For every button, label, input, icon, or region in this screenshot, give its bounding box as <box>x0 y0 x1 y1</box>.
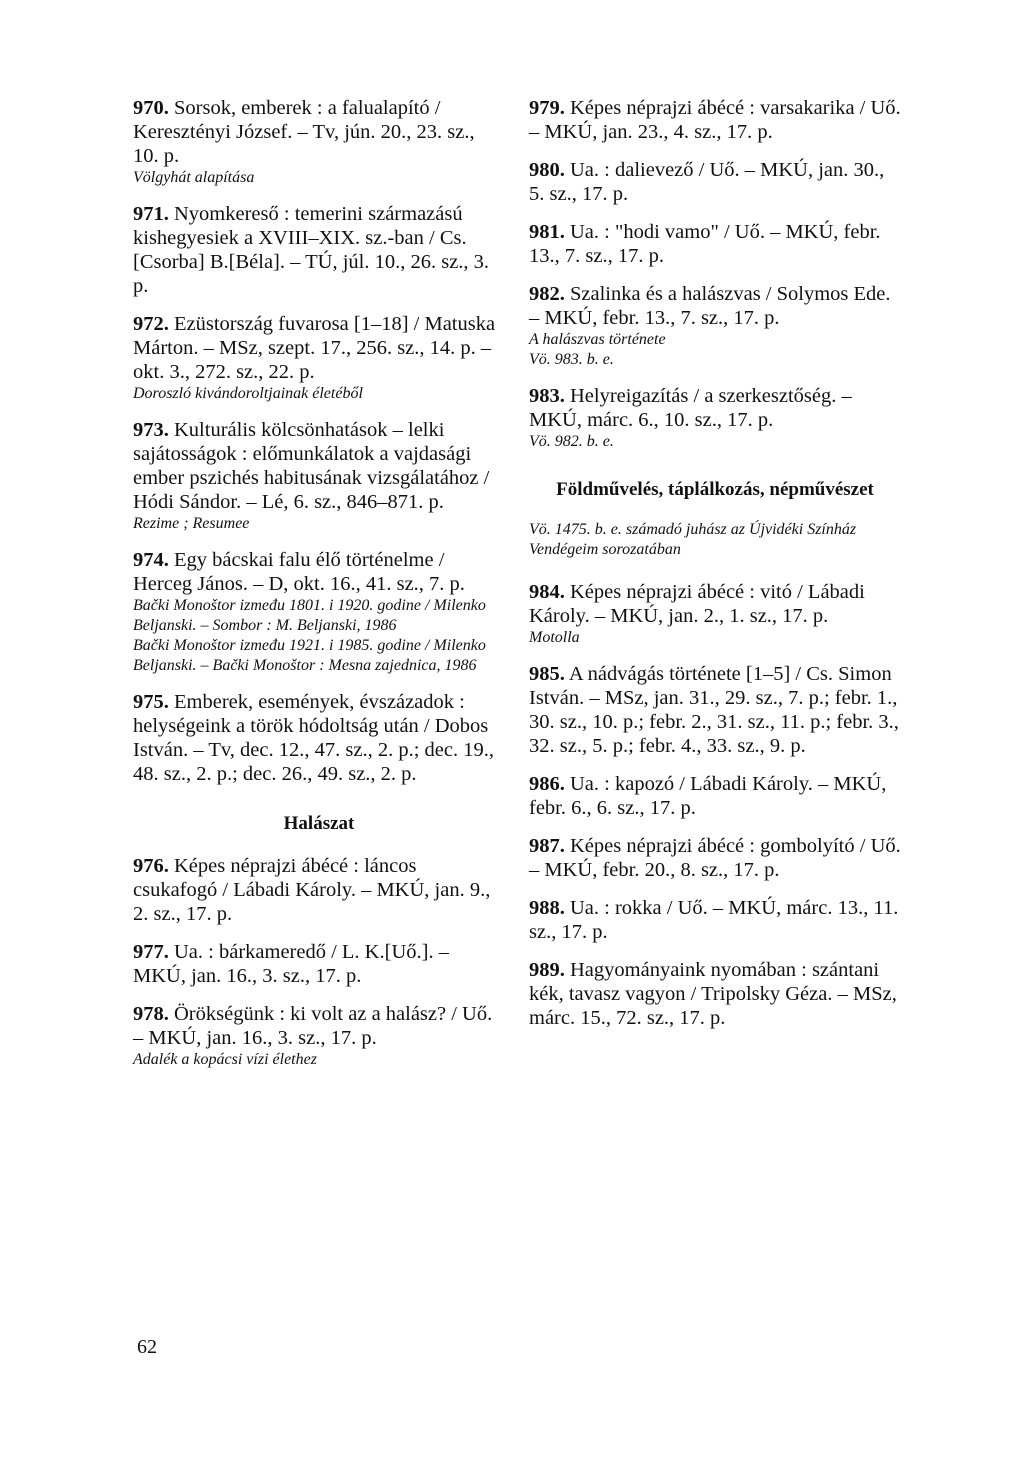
entry-number: 972. <box>133 313 169 335</box>
entry-note: A halászvas története <box>529 331 666 348</box>
entry-text: Hagyományaink nyomában : szántani kék, tavasz vagyon / Tripolsky Géza. – MSz, márc. 15., 72. sz., 17. p. <box>529 959 897 1029</box>
entry-text: Ua. : kapozó / Lábadi Károly. – MKÚ, febr. 6., 6. sz., 17. p. <box>529 773 887 819</box>
entry-text: Képes néprajzi ábécé : varsakarika / Uő. – MKÚ, jan. 23., 4. sz., 17. p. <box>529 97 901 143</box>
bibliography-entry <box>133 418 505 534</box>
entry-note: Adalék a kopácsi vízi élethez <box>133 1051 317 1068</box>
entry-text: Emberek, események, évszázadok : helységeink a török hódoltság után / Dobos István. – Tv, dec. 12., 47. sz., 2. p.; dec. 19., 48. sz., 2. p.; dec. 26., 49. sz., 2. p. <box>133 691 494 785</box>
entry-text: Kulturális kölcsönhatások – lelki sajátosságok : előmunkálatok a vajdasági ember pszichés habitusának vizsgálatához / Hódi Sándor. – Lé, 6. sz., 846–871. p. <box>133 419 490 513</box>
bibliography-entry <box>529 158 901 206</box>
entry-text: Szalinka és a halászvas / Solymos Ede. – MKÚ, febr. 13., 7. sz., 17. p. <box>529 283 891 329</box>
bibliography-entry <box>529 220 901 268</box>
entry-number: 975. <box>133 691 169 713</box>
entry-number: 982. <box>529 283 565 305</box>
entry-number: 987. <box>529 835 565 857</box>
entry-text: Ezüstország fuvarosa [1–18] / Matuska Márton. – MSz, szept. 17., 256. sz., 14. p. – okt. 3., 272. sz., 22. p. <box>133 313 496 383</box>
entry-number: 970. <box>133 97 169 119</box>
bibliography-entry <box>133 202 505 298</box>
entry-text: Ua. : rokka / Uő. – MKÚ, márc. 13., 11. sz., 17. p. <box>529 897 899 943</box>
bibliography-entry <box>133 854 505 926</box>
entry-text: Képes néprajzi ábécé : vitó / Lábadi Károly. – MKÚ, jan. 2., 1. sz., 17. p. <box>529 581 865 627</box>
bibliography-entry <box>133 548 505 676</box>
entry-number: 980. <box>529 159 565 181</box>
section-note: Vö. 1475. b. e. számadó juhász az Újvidéki Színház Vendégeim sorozatában <box>529 521 857 558</box>
entry-number: 978. <box>133 1003 169 1025</box>
section-heading-foldmuveles: Földművelés, táplálkozás, népművészet <box>556 479 874 500</box>
bibliography-entry <box>529 662 901 758</box>
bibliography-entry <box>529 282 901 370</box>
entry-note: Rezime ; Resumee <box>133 515 250 532</box>
entry-number: 981. <box>529 221 565 243</box>
entries-fragment <box>133 96 505 786</box>
bibliography-entry <box>529 96 901 144</box>
entries-fragment <box>529 580 901 1030</box>
bibliography-entry <box>529 384 901 452</box>
entry-number: 973. <box>133 419 169 441</box>
entry-text: Sorsok, emberek : a falualapító / Keresztényi József. – Tv, jún. 20., 23. sz., 10. p. <box>133 97 475 167</box>
entry-note: Motolla <box>529 629 580 646</box>
bibliography-entry <box>529 580 901 648</box>
entry-number: 989. <box>529 959 565 981</box>
page-number: 62 <box>137 1336 157 1358</box>
bibliography-entry <box>133 690 505 786</box>
entries-fragment <box>133 854 505 1070</box>
entry-text: Nyomkereső : temerini származású kishegyesiek a XVIII–XIX. sz.-ban / Cs.[Csorba] B.[Béla]. – TÚ, júl. 10., 26. sz., 3. p. <box>133 203 490 297</box>
entry-text: Egy bácskai falu élő történelme / Herceg János. – D, okt. 16., 41. sz., 7. p. <box>133 549 465 595</box>
entry-number: 976. <box>133 855 169 877</box>
entries-fragment <box>529 96 901 452</box>
entry-number: 979. <box>529 97 565 119</box>
bibliography-entry <box>529 958 901 1030</box>
bibliography-entry <box>133 312 505 404</box>
entry-number: 977. <box>133 941 169 963</box>
bibliography-entry <box>133 1002 505 1070</box>
bibliography-entry <box>529 772 901 820</box>
bibliography-entry <box>529 896 901 944</box>
entry-note: Bački Monoštor između 1921. i 1985. godine / Milenko Beljanski. – Bački Monoštor : Mesna zajednica, 1986 <box>133 637 486 674</box>
entry-number: 984. <box>529 581 565 603</box>
bibliography-entry <box>133 96 505 188</box>
entry-number: 985. <box>529 663 565 685</box>
entry-text: Képes néprajzi ábécé : gombolyító / Uő. – MKÚ, febr. 20., 8. sz., 17. p. <box>529 835 901 881</box>
entry-note: Vö. 982. b. e. <box>529 433 614 450</box>
bibliography-entry <box>133 940 505 988</box>
entry-text: Helyreigazítás / a szerkesztőség. – MKÚ, márc. 6., 10. sz., 17. p. <box>529 385 852 431</box>
entry-text: Örökségünk : ki volt az a halász? / Uő. – MKÚ, jan. 16., 3. sz., 17. p. <box>133 1003 493 1049</box>
entry-text: Ua. : "hodi vamo" / Uő. – MKÚ, febr. 13., 7. sz., 17. p. <box>529 221 881 267</box>
entry-number: 986. <box>529 773 565 795</box>
entry-note: Vö. 983. b. e. <box>529 351 614 368</box>
bibliography-entry <box>529 834 901 882</box>
entry-text: Ua. : dalievező / Uő. – MKÚ, jan. 30., 5. sz., 17. p. <box>529 159 885 205</box>
entry-text: Ua. : bárkameredő / L. K.[Uő.]. – MKÚ, jan. 16., 3. sz., 17. p. <box>133 941 449 987</box>
entry-note: Doroszló kivándoroltjainak életéből <box>133 385 363 402</box>
entry-number: 971. <box>133 203 169 225</box>
entry-number: 974. <box>133 549 169 571</box>
entry-note: Bački Monoštor između 1801. i 1920. godine / Milenko Beljanski. – Sombor : M. Beljanski, 1986 <box>133 597 486 634</box>
entry-note: Völgyhát alapítása <box>133 169 255 186</box>
entry-number: 988. <box>529 897 565 919</box>
entry-text: Képes néprajzi ábécé : láncos csukafogó / Lábadi Károly. – MKÚ, jan. 9., 2. sz., 17. p. <box>133 855 491 925</box>
entry-text: A nádvágás története [1–5] / Cs. Simon István. – MSz, jan. 31., 29. sz., 7. p.; febr. 1., 30. sz., 10. p.; febr. 2., 31. sz., 11. p.; febr. 3., 32. sz., 5. p.; febr. 4., 33. sz., 9. p. <box>529 663 899 757</box>
left-column <box>133 96 505 1084</box>
entry-number: 983. <box>529 385 565 407</box>
right-column <box>529 96 901 1044</box>
section-heading-halaszat: Halászat <box>283 813 355 834</box>
